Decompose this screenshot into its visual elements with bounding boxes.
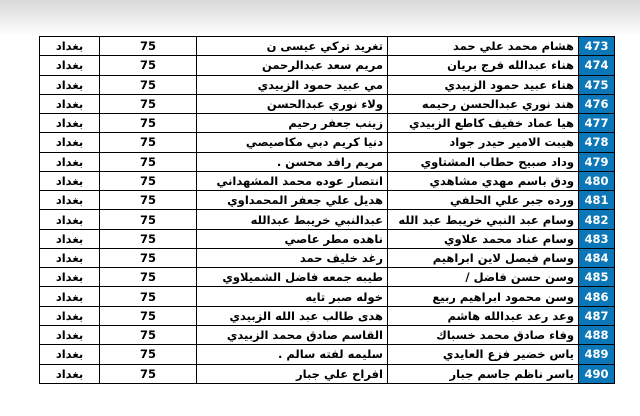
score-value: 75 — [100, 229, 197, 248]
city-name: بغداد — [40, 306, 100, 325]
row-number: 473 — [579, 37, 615, 56]
student-name: ودق باسم مهدي مشاهدي — [388, 171, 579, 190]
table-row — [40, 114, 615, 133]
row-number: 479 — [579, 152, 615, 171]
table-row — [40, 171, 615, 190]
student-name: ياس خضير فزع العايدي — [388, 345, 579, 364]
mother-name: هدى طالب عبد الله الزبيدي — [197, 306, 388, 325]
row-number: 485 — [579, 268, 615, 287]
row-number: 489 — [579, 345, 615, 364]
score-value: 75 — [100, 191, 197, 210]
score-value: 75 — [100, 56, 197, 75]
student-name: وعد رعد عبدالله هاشم — [388, 306, 579, 325]
student-name: وسن حسن فاضل / — [388, 268, 579, 287]
row-number: 476 — [579, 94, 615, 113]
city-name: بغداد — [40, 345, 100, 364]
student-name: هند نوري عبدالحسن رحيمه — [388, 94, 579, 113]
city-name: بغداد — [40, 152, 100, 171]
city-name: بغداد — [40, 75, 100, 94]
table-row — [40, 287, 615, 306]
score-value: 75 — [100, 171, 197, 190]
score-value: 75 — [100, 325, 197, 344]
mother-name: سليمه لفته سالم . — [197, 345, 388, 364]
row-number: 483 — [579, 229, 615, 248]
table-row — [40, 152, 615, 171]
city-name: بغداد — [40, 171, 100, 190]
mother-name: زينب جعفر رحيم — [197, 114, 388, 133]
student-name: وسن محمود ابراهيم ربيع — [388, 287, 579, 306]
student-name: هيبت الامير حيدر جواد — [388, 133, 579, 152]
table-row — [40, 364, 615, 383]
mother-name: خوله صبر تايه — [197, 287, 388, 306]
mother-name: ولاء نوري عبدالحسن — [197, 94, 388, 113]
table-row — [40, 268, 615, 287]
student-name: هناء عبيد حمود الزبيدي — [388, 75, 579, 94]
mother-name: مريم سعد عبدالرحمن — [197, 56, 388, 75]
student-name: وسام عبد النبي خريبط عبد الله — [388, 210, 579, 229]
table-row — [40, 325, 615, 344]
score-value: 75 — [100, 94, 197, 113]
table-row — [40, 75, 615, 94]
table-row — [40, 248, 615, 267]
mother-name: تغريد تركي عيسى ن — [197, 37, 388, 56]
score-value: 75 — [100, 268, 197, 287]
mother-name: رغد خليف حمد — [197, 248, 388, 267]
score-value: 75 — [100, 345, 197, 364]
table-body — [40, 37, 615, 384]
score-value: 75 — [100, 210, 197, 229]
top-shadow — [0, 0, 640, 36]
city-name: بغداد — [40, 133, 100, 152]
row-number: 490 — [579, 364, 615, 383]
table-row — [40, 191, 615, 210]
score-value: 75 — [100, 248, 197, 267]
names-table — [39, 36, 615, 384]
row-number: 474 — [579, 56, 615, 75]
city-name: بغداد — [40, 94, 100, 113]
city-name: بغداد — [40, 37, 100, 56]
city-name: بغداد — [40, 191, 100, 210]
city-name: بغداد — [40, 114, 100, 133]
city-name: بغداد — [40, 56, 100, 75]
city-name: بغداد — [40, 210, 100, 229]
city-name: بغداد — [40, 287, 100, 306]
student-name: ورده جبر علي الحلفي — [388, 191, 579, 210]
row-number: 480 — [579, 171, 615, 190]
student-name: وداد صبيح حطاب المشتاوي — [388, 152, 579, 171]
mother-name: طيبه جمعه فاضل الشميلاوي — [197, 268, 388, 287]
mother-name: انتصار عوده محمد المشهداني — [197, 171, 388, 190]
city-name: بغداد — [40, 325, 100, 344]
table-row — [40, 56, 615, 75]
city-name: بغداد — [40, 268, 100, 287]
table-row — [40, 210, 615, 229]
mother-name: القاسم صادق محمد الزبيدي — [197, 325, 388, 344]
city-name: بغداد — [40, 364, 100, 383]
city-name: بغداد — [40, 229, 100, 248]
row-number: 478 — [579, 133, 615, 152]
table-row — [40, 345, 615, 364]
score-value: 75 — [100, 75, 197, 94]
table-row — [40, 94, 615, 113]
city-name: بغداد — [40, 248, 100, 267]
student-name: هناء عبدالله فرج بريان — [388, 56, 579, 75]
table-row — [40, 133, 615, 152]
score-value: 75 — [100, 114, 197, 133]
score-value: 75 — [100, 152, 197, 171]
mother-name: مي عبيد حمود الزبيدي — [197, 75, 388, 94]
table-row — [40, 306, 615, 325]
student-name: ياسر ناظم جاسم جبار — [388, 364, 579, 383]
row-number: 482 — [579, 210, 615, 229]
mother-name: عبدالنبي خريبط عبدالله — [197, 210, 388, 229]
row-number: 484 — [579, 248, 615, 267]
mother-name: ناهده مطر عاصي — [197, 229, 388, 248]
row-number: 481 — [579, 191, 615, 210]
score-value: 75 — [100, 306, 197, 325]
row-number: 487 — [579, 306, 615, 325]
row-number: 488 — [579, 325, 615, 344]
score-value: 75 — [100, 133, 197, 152]
student-name: وسام فيصل لاين ابراهيم — [388, 248, 579, 267]
score-value: 75 — [100, 364, 197, 383]
student-name: هشام محمد علي حمد — [388, 37, 579, 56]
mother-name: افراح علي جبار — [197, 364, 388, 383]
row-number: 486 — [579, 287, 615, 306]
mother-name: مريم رافد محسن . — [197, 152, 388, 171]
score-value: 75 — [100, 287, 197, 306]
student-name: وسام عناد محمد علاوي — [388, 229, 579, 248]
table-row — [40, 229, 615, 248]
row-number: 475 — [579, 75, 615, 94]
table-row — [40, 37, 615, 56]
row-number: 477 — [579, 114, 615, 133]
score-value: 75 — [100, 37, 197, 56]
mother-name: دنيا كريم دبي مكاصيصي — [197, 133, 388, 152]
mother-name: هديل علي جعفر المحمداوي — [197, 191, 388, 210]
student-name: هيا عماد خفيف كاطع الزبيدي — [388, 114, 579, 133]
student-name: وفاء صادق محمد خسباك — [388, 325, 579, 344]
